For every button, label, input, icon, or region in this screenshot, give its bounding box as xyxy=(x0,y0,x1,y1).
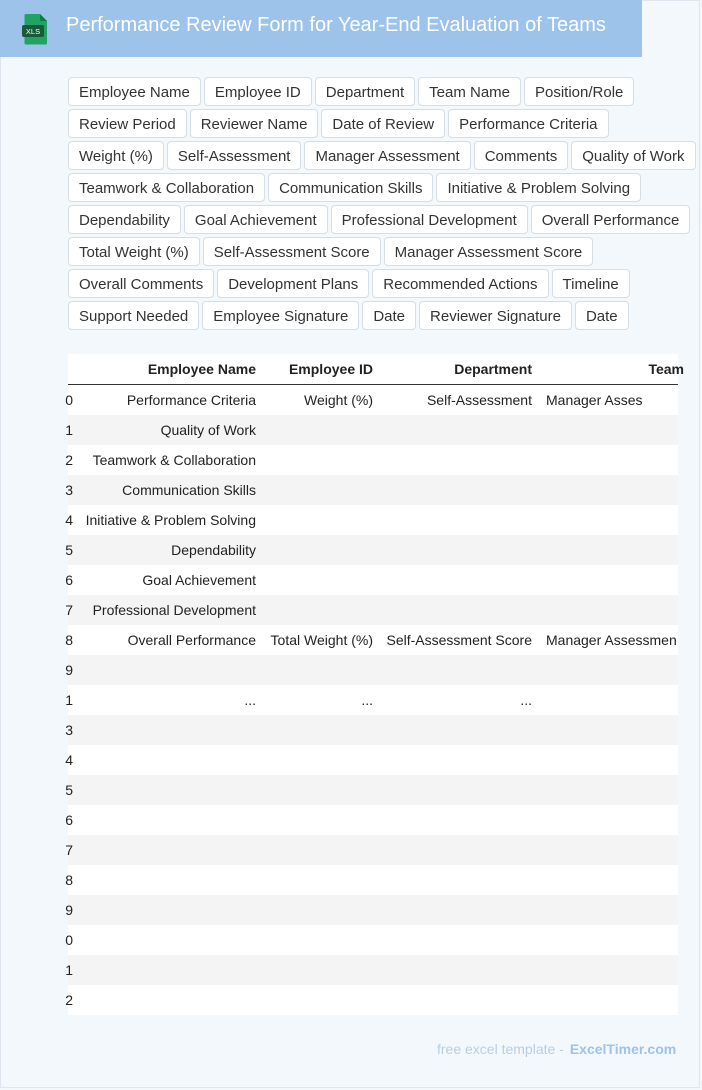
row-number: 3 xyxy=(65,482,73,498)
table-cell[interactable] xyxy=(382,535,532,565)
field-tag[interactable]: Performance Criteria xyxy=(448,109,608,138)
row-number: 9 xyxy=(65,662,73,678)
row-number: 2 xyxy=(65,992,73,1008)
field-tag[interactable]: Initiative & Problem Solving xyxy=(436,173,641,202)
table-cell[interactable] xyxy=(263,415,373,445)
table-cell[interactable] xyxy=(546,655,686,685)
table-cell[interactable] xyxy=(382,745,532,775)
field-tag-list xyxy=(68,77,698,330)
table-cell[interactable] xyxy=(546,715,686,745)
field-tag[interactable]: Position/Role xyxy=(524,77,634,106)
row-number: 1 xyxy=(65,692,73,708)
row-number: 6 xyxy=(65,812,73,828)
row-number: 5 xyxy=(65,782,73,798)
table-cell[interactable] xyxy=(382,955,532,985)
table-row xyxy=(65,445,678,475)
table-row xyxy=(65,775,678,805)
table-cell[interactable]: Total Weight (%) xyxy=(270,632,373,648)
table-header-row xyxy=(68,354,684,385)
field-tag[interactable]: Timeline xyxy=(552,269,630,298)
field-tag[interactable]: Total Weight (%) xyxy=(68,237,200,266)
xls-file-icon xyxy=(20,13,50,45)
field-tag[interactable]: Employee ID xyxy=(204,77,312,106)
table-cell[interactable] xyxy=(546,565,686,595)
table-cell[interactable] xyxy=(546,505,686,535)
table-cell[interactable] xyxy=(263,535,373,565)
field-tag[interactable]: Manager Assessment Score xyxy=(384,237,594,266)
table-cell[interactable] xyxy=(382,895,532,925)
field-tag[interactable]: Employee Signature xyxy=(202,301,359,330)
field-tag[interactable]: Dependability xyxy=(68,205,181,234)
field-tag[interactable]: Review Period xyxy=(68,109,187,138)
field-tag[interactable]: Professional Development xyxy=(331,205,528,234)
table-cell[interactable] xyxy=(382,775,532,805)
table-cell[interactable] xyxy=(546,835,686,865)
table-cell[interactable] xyxy=(70,925,256,955)
column-header[interactable]: Department xyxy=(454,361,532,377)
table-row xyxy=(65,655,678,685)
row-number: 7 xyxy=(65,602,73,618)
table-cell[interactable]: Communication Skills xyxy=(122,482,256,498)
table-cell[interactable]: Goal Achievement xyxy=(142,572,256,588)
table-cell[interactable]: Self-Assessment xyxy=(426,392,532,408)
table-cell[interactable] xyxy=(70,805,256,835)
table-row xyxy=(65,385,678,415)
table-cell[interactable] xyxy=(382,505,532,535)
table-cell[interactable] xyxy=(546,535,686,565)
column-header[interactable]: Team xyxy=(648,361,684,377)
table-row xyxy=(65,895,678,925)
field-tag[interactable]: Teamwork & Collaboration xyxy=(68,173,265,202)
footer xyxy=(437,1041,676,1057)
table-cell[interactable]: Performance Criteria xyxy=(126,392,256,408)
field-tag[interactable]: Team Name xyxy=(418,77,521,106)
table-cell[interactable] xyxy=(70,895,256,925)
field-tag[interactable]: Recommended Actions xyxy=(372,269,548,298)
column-header[interactable]: Employee ID xyxy=(288,361,373,377)
table-cell[interactable]: Quality of Work xyxy=(160,422,256,438)
table-cell[interactable] xyxy=(263,775,373,805)
table-row xyxy=(65,745,678,775)
table-cell[interactable] xyxy=(263,805,373,835)
svg-text:XLS: XLS xyxy=(25,27,41,36)
table-cell[interactable]: Manager Assessmen xyxy=(546,632,677,648)
row-number: 0 xyxy=(65,392,73,408)
row-number: 4 xyxy=(65,752,73,768)
field-tag[interactable]: Manager Assessment xyxy=(304,141,470,170)
field-tag[interactable]: Development Plans xyxy=(217,269,369,298)
table-cell[interactable] xyxy=(263,925,373,955)
field-tag[interactable]: Comments xyxy=(474,141,569,170)
table-cell[interactable]: Overall Performance xyxy=(127,632,256,648)
table-cell[interactable] xyxy=(546,475,686,505)
page-header xyxy=(0,0,642,57)
table-cell[interactable]: ... xyxy=(244,692,256,708)
table-row xyxy=(65,475,678,505)
table-cell[interactable]: Teamwork & Collaboration xyxy=(92,452,256,468)
table-cell[interactable] xyxy=(382,835,532,865)
table-cell[interactable] xyxy=(382,655,532,685)
table-cell[interactable] xyxy=(263,895,373,925)
table-cell[interactable] xyxy=(382,805,532,835)
table-cell[interactable]: Initiative & Problem Solving xyxy=(85,512,256,528)
field-tag[interactable]: Department xyxy=(315,77,415,106)
row-number: 7 xyxy=(65,842,73,858)
row-number: 3 xyxy=(65,722,73,738)
field-tag[interactable]: Self-Assessment Score xyxy=(203,237,381,266)
table-cell[interactable] xyxy=(70,775,256,805)
table-cell[interactable] xyxy=(546,745,686,775)
table-cell[interactable] xyxy=(546,955,686,985)
table-cell[interactable] xyxy=(546,685,686,715)
table-cell[interactable]: ... xyxy=(361,692,373,708)
field-tag[interactable]: Goal Achievement xyxy=(184,205,328,234)
spreadsheet-table xyxy=(65,354,684,1015)
row-number: 9 xyxy=(65,902,73,918)
field-tag[interactable]: Support Needed xyxy=(68,301,199,330)
table-cell[interactable] xyxy=(382,865,532,895)
table-cell[interactable]: Self-Assessment Score xyxy=(386,632,532,648)
row-number: 5 xyxy=(65,542,73,558)
table-cell[interactable] xyxy=(70,835,256,865)
table-cell[interactable] xyxy=(546,415,686,445)
table-cell[interactable] xyxy=(263,595,373,625)
table-cell[interactable] xyxy=(263,475,373,505)
field-tag[interactable]: Communication Skills xyxy=(268,173,433,202)
table-row xyxy=(65,535,678,565)
table-cell[interactable] xyxy=(382,475,532,505)
table-row xyxy=(65,985,678,1015)
column-header[interactable]: Employee Name xyxy=(147,361,256,377)
field-tag[interactable]: Overall Performance xyxy=(531,205,691,234)
footer-text: free excel template - xyxy=(437,1041,564,1057)
table-cell[interactable] xyxy=(263,565,373,595)
table-cell[interactable] xyxy=(263,985,373,1015)
table-cell[interactable] xyxy=(263,715,373,745)
table-cell[interactable] xyxy=(70,955,256,985)
table-cell[interactable]: Manager Asses xyxy=(546,392,643,408)
table-cell[interactable] xyxy=(382,985,532,1015)
row-number: 8 xyxy=(65,872,73,888)
table-cell[interactable] xyxy=(70,655,256,685)
table-cell[interactable] xyxy=(546,805,686,835)
table-cell[interactable] xyxy=(70,985,256,1015)
table-cell[interactable] xyxy=(546,595,686,625)
table-cell[interactable] xyxy=(70,865,256,895)
page-title: Performance Review Form for Year-End Evaluation of Teams xyxy=(66,14,606,36)
field-tag[interactable]: Reviewer Name xyxy=(190,109,319,138)
table-cell[interactable] xyxy=(263,955,373,985)
field-tag[interactable]: Weight (%) xyxy=(68,141,164,170)
field-tag[interactable]: Overall Comments xyxy=(68,269,214,298)
table-cell[interactable] xyxy=(263,505,373,535)
field-tag[interactable]: Reviewer Signature xyxy=(419,301,572,330)
table-cell[interactable] xyxy=(382,715,532,745)
table-cell[interactable] xyxy=(382,445,532,475)
table-cell[interactable] xyxy=(263,835,373,865)
row-number: 6 xyxy=(65,572,73,588)
field-tag[interactable]: Date xyxy=(362,301,416,330)
table-row xyxy=(65,625,678,655)
row-number: 8 xyxy=(65,632,73,648)
table-row xyxy=(65,595,678,625)
table-row xyxy=(65,835,678,865)
table-row xyxy=(65,715,678,745)
table-cell[interactable] xyxy=(546,445,686,475)
table-cell[interactable] xyxy=(382,415,532,445)
table-cell[interactable] xyxy=(70,715,256,745)
table-row xyxy=(65,865,678,895)
table-row xyxy=(65,685,678,715)
field-tag[interactable]: Employee Name xyxy=(68,77,201,106)
table-cell[interactable] xyxy=(382,925,532,955)
table-cell[interactable]: Professional Development xyxy=(92,602,256,618)
field-tag[interactable]: Date of Review xyxy=(321,109,445,138)
table-cell[interactable] xyxy=(382,595,532,625)
table-row xyxy=(65,565,678,595)
table-cell[interactable] xyxy=(546,865,686,895)
footer-brand-link[interactable]: ExcelTimer.com xyxy=(569,1041,677,1057)
table-cell[interactable]: Weight (%) xyxy=(304,392,373,408)
field-tag[interactable]: Date xyxy=(575,301,629,330)
table-row xyxy=(65,805,678,835)
table-row xyxy=(65,925,678,955)
table-cell[interactable] xyxy=(263,745,373,775)
table-cell[interactable] xyxy=(70,745,256,775)
table-row xyxy=(65,415,678,445)
table-cell[interactable] xyxy=(546,775,686,805)
table-cell[interactable]: ... xyxy=(520,692,532,708)
table-cell[interactable] xyxy=(546,925,686,955)
row-number: 1 xyxy=(65,422,73,438)
table-cell[interactable] xyxy=(382,565,532,595)
table-cell[interactable] xyxy=(263,445,373,475)
row-number: 1 xyxy=(65,962,73,978)
row-number: 2 xyxy=(65,452,73,468)
table-row xyxy=(65,505,678,535)
table-cell[interactable] xyxy=(546,895,686,925)
table-row xyxy=(65,955,678,985)
field-tag[interactable]: Self-Assessment xyxy=(167,141,302,170)
table-cell[interactable]: Dependability xyxy=(171,542,256,558)
field-tag[interactable]: Quality of Work xyxy=(571,141,695,170)
table-cell[interactable] xyxy=(263,655,373,685)
row-number: 0 xyxy=(65,932,73,948)
table-cell[interactable] xyxy=(263,865,373,895)
table-cell[interactable] xyxy=(546,985,686,1015)
row-number: 4 xyxy=(65,512,73,528)
